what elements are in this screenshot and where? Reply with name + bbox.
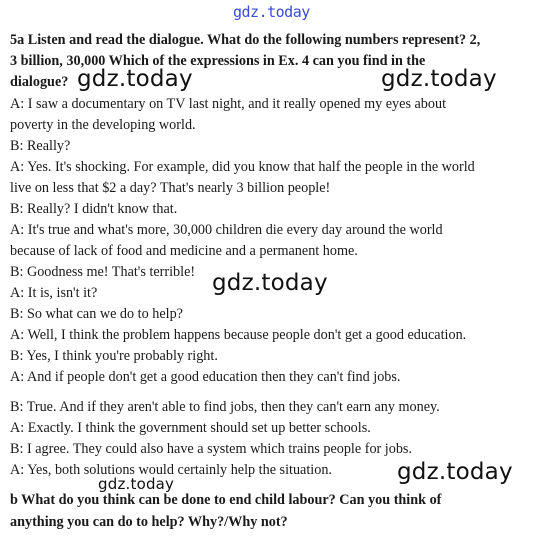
watermark-4: gdz.today [397,459,513,485]
dialogue-line: B: So what can we do to help? [10,306,183,322]
watermark-3: gdz.today [212,270,328,296]
dialogue-line: A: And if people don't get a good education then they can't find jobs. [10,369,401,385]
dialogue-line: A: It is, isn't it? [10,285,98,301]
watermark-1: gdz.today [77,66,193,92]
dialogue-line: B: Really? I didn't know that. [10,201,178,217]
watermark-2: gdz.today [381,66,497,92]
dialogue-line: B: Yes, I think you're probably right. [10,348,218,364]
dialogue-line: A: Yes, both solutions would certainly help the situation. [10,462,332,478]
dialogue-line: live on less that $2 a day? That's nearly 3 billion people! [10,180,331,196]
exercise-heading-line-2: 3 billion, 30,000 Which of the expressions in Ex. 4 can you find in the [10,53,426,69]
dialogue-line: B: Really? [10,138,71,154]
dialogue-line: A: I saw a documentary on TV last night, and it really opened my eyes about [10,96,447,112]
exercise-heading-line-3: dialogue? [10,74,69,90]
watermark-5: gdz.today [98,475,175,493]
dialogue-line: A: Well, I think the problem happens because people don't get a good education. [10,327,467,343]
dialogue-line: A: Exactly. I think the government should set up better schools. [10,420,371,436]
task-b-line-1: b What do you think can be done to end child labour? Can you think of [10,492,442,508]
dialogue-line: poverty in the developing world. [10,117,196,133]
task-b-line-2: anything you can do to help? Why?/Why not? [10,514,288,530]
dialogue-line: A: Yes. It's shocking. For example, did you know that half the people in the world [10,159,475,175]
dialogue-line: B: I agree. They could also have a system which trains people for jobs. [10,441,413,457]
dialogue-line: A: It's true and what's more, 30,000 children die every day around the world [10,222,443,238]
dialogue-line: because of lack of food and medicine and a permanent home. [10,243,358,259]
dialogue-line: B: Goodness me! That's terrible! [10,264,196,280]
exercise-heading-line-1: 5a Listen and read the dialogue. What do the following numbers represent? 2, [10,32,481,48]
watermark-top: gdz.today [233,3,310,21]
dialogue-line: B: True. And if they aren't able to find jobs, then they can't earn any money. [10,399,440,415]
